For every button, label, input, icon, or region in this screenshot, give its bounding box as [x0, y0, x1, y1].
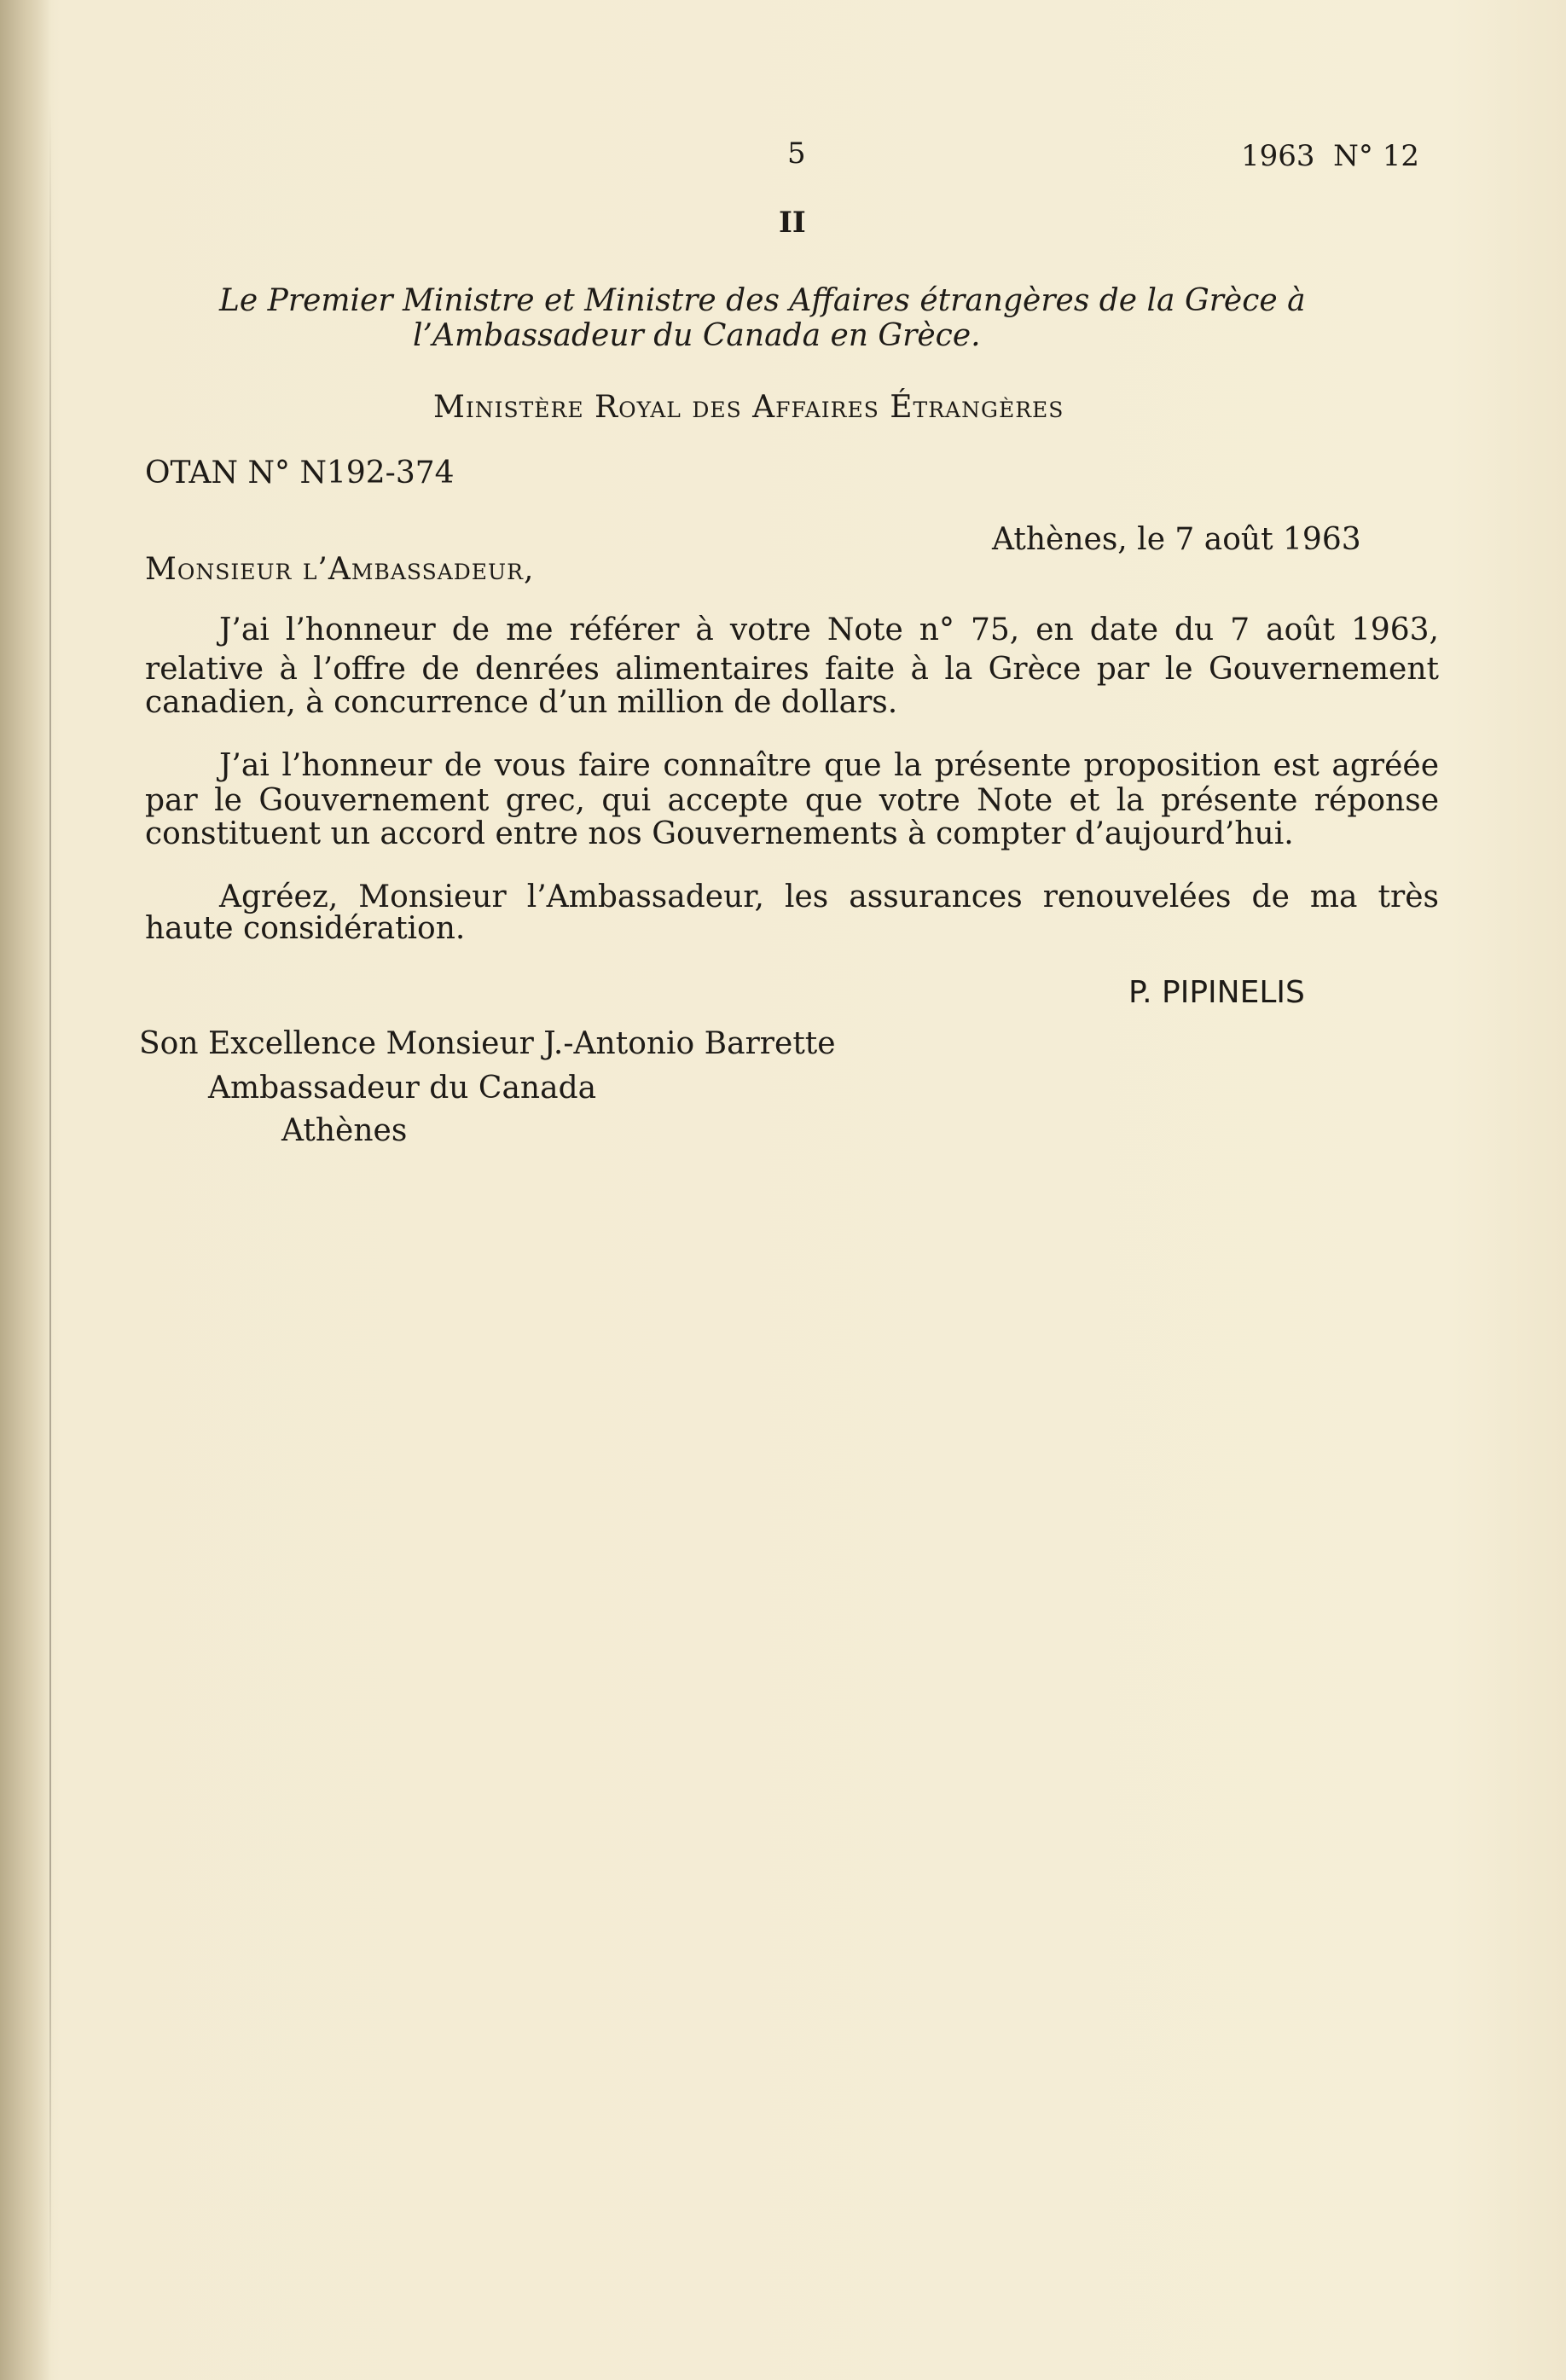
addressee-line-2: Ambassadeur du Canada: [208, 1071, 597, 1106]
section-number: II: [779, 206, 806, 240]
salutation: Monsieur l’Ambassadeur,: [145, 552, 535, 587]
paragraph-1-line-1: J’ai l’honneur de me référer à votre Note n° 75, en date du 7 août 1963,: [219, 612, 1439, 647]
paragraph-2-line-1: J’ai l’honneur de vous faire connaître que la présente proposition est agréée: [219, 748, 1439, 783]
ministry-heading: Ministère Royal des Affaires Étrangères: [433, 390, 1064, 425]
place-date: Athènes, le 7 août 1963: [992, 522, 1361, 557]
paragraph-1-line-2: relative à l’offre de denrées alimentaires faite à la Grèce par le Gouvernement: [145, 652, 1439, 687]
paragraph-1-line-3: canadien, à concurrence d’un million de dollars.: [145, 685, 898, 720]
paragraph-3-line-2: haute considération.: [145, 911, 466, 946]
page-number: 5: [787, 136, 806, 171]
book-spine-shadow: [0, 0, 51, 2380]
signature: P. PIPINELIS: [1128, 975, 1305, 1010]
reference-number: OTAN N° N192-374: [145, 456, 455, 491]
document-reference: 1963 N° 12: [1241, 139, 1419, 173]
paragraph-2-line-2: par le Gouvernement grec, qui accepte que votre Note et la présente réponse: [145, 783, 1439, 818]
paragraph-2-line-3: constituent un accord entre nos Gouvernements à compter d’aujourd’hui.: [145, 816, 1294, 851]
spine-edge: [49, 102, 51, 2320]
title-line-1: Le Premier Ministre et Ministre des Affaires étrangères de la Grèce à: [219, 283, 1306, 318]
title-line-2: l’Ambassadeur du Canada en Grèce.: [413, 318, 981, 353]
paragraph-3-line-1: Agréez, Monsieur l’Ambassadeur, les assurances renouvelées de ma très: [219, 879, 1439, 914]
addressee-line-3: Athènes: [281, 1113, 408, 1148]
addressee-line-1: Son Excellence Monsieur J.-Antonio Barrette: [139, 1026, 836, 1061]
